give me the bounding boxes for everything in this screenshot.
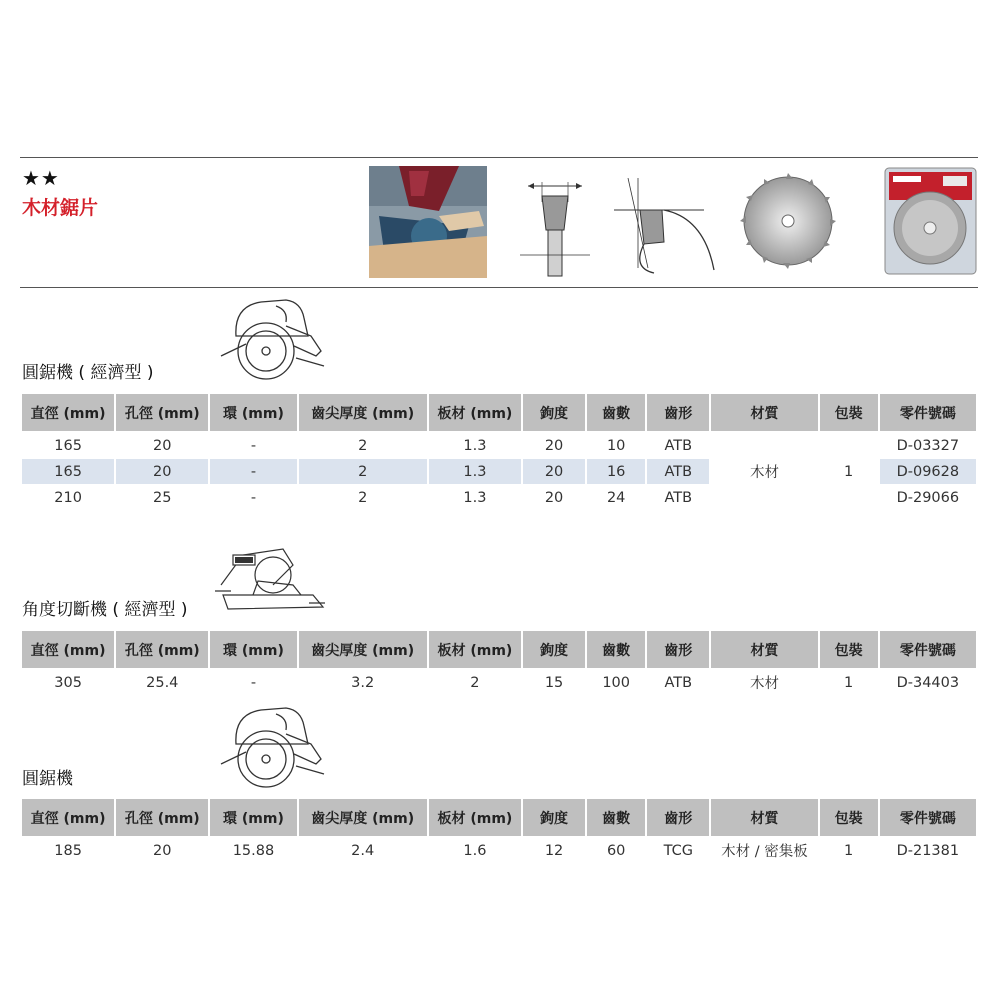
col-kerf: 齒尖厚度 (mm) bbox=[299, 394, 427, 433]
col-diameter: 直徑 (mm) bbox=[22, 799, 114, 838]
cell: ATB bbox=[647, 433, 709, 459]
col-diameter: 直徑 (mm) bbox=[22, 631, 114, 670]
table-row bbox=[22, 670, 976, 696]
col-material: 材質 bbox=[711, 631, 817, 670]
part-number-cell: D-09628 bbox=[880, 459, 976, 485]
package-cell: 1 bbox=[820, 670, 878, 696]
usage-photo bbox=[369, 166, 487, 278]
packaged-blade-image bbox=[883, 166, 978, 276]
package-cell: 1 bbox=[820, 433, 878, 511]
page-title: 木材鋸片 bbox=[22, 197, 99, 219]
material-cell: 木材 bbox=[711, 433, 817, 511]
cell: 20 bbox=[116, 433, 208, 459]
tooth-thickness-diagram bbox=[518, 178, 592, 278]
col-kerf: 齒尖厚度 (mm) bbox=[299, 631, 427, 670]
col-package: 包裝 bbox=[820, 799, 878, 838]
part-number-cell: D-34403 bbox=[880, 670, 976, 696]
cell: 20 bbox=[116, 459, 208, 485]
package-cell: 1 bbox=[820, 838, 878, 864]
cell: 20 bbox=[523, 433, 585, 459]
col-kerf: 齒尖厚度 (mm) bbox=[299, 799, 427, 838]
cell: 1.6 bbox=[429, 838, 521, 864]
cell: 2 bbox=[299, 433, 427, 459]
cell: 2 bbox=[299, 459, 427, 485]
material-cell: 木材 / 密集板 bbox=[711, 838, 817, 864]
cell: 1.3 bbox=[429, 485, 521, 511]
cell: 165 bbox=[22, 459, 114, 485]
cell: 165 bbox=[22, 433, 114, 459]
cell: 100 bbox=[587, 670, 645, 696]
miter-saw-illustration bbox=[213, 545, 328, 613]
saw-blade-image bbox=[738, 166, 838, 276]
cell: 12 bbox=[523, 838, 585, 864]
cell: TCG bbox=[647, 838, 709, 864]
circular-saw-illustration-2 bbox=[216, 704, 326, 790]
part-number-cell: D-03327 bbox=[880, 433, 976, 459]
cell: 305 bbox=[22, 670, 114, 696]
spec-table-circular-saw bbox=[20, 799, 978, 864]
col-bore: 孔徑 (mm) bbox=[116, 799, 208, 838]
table-row bbox=[22, 838, 976, 864]
col-package: 包裝 bbox=[820, 631, 878, 670]
cell: 60 bbox=[587, 838, 645, 864]
cell: 1.3 bbox=[429, 459, 521, 485]
col-bore: 孔徑 (mm) bbox=[116, 631, 208, 670]
col-ring: 環 (mm) bbox=[210, 394, 296, 433]
col-part-number: 零件號碼 bbox=[880, 799, 976, 838]
circular-saw-illustration bbox=[216, 296, 326, 382]
top-divider bbox=[20, 157, 978, 158]
cell: 3.2 bbox=[299, 670, 427, 696]
col-tooth-form: 齒形 bbox=[647, 631, 709, 670]
section-label-circular-saw: 圓鋸機 bbox=[22, 769, 73, 789]
spec-table-miter-saw-economy bbox=[20, 631, 978, 696]
col-plate: 板材 (mm) bbox=[429, 394, 521, 433]
spec-table-circular-saw-economy bbox=[20, 394, 978, 511]
col-bore: 孔徑 (mm) bbox=[116, 394, 208, 433]
col-teeth: 齒數 bbox=[587, 631, 645, 670]
cell: ATB bbox=[647, 670, 709, 696]
cell: - bbox=[210, 433, 296, 459]
cell: - bbox=[210, 670, 296, 696]
table-row bbox=[22, 433, 976, 459]
cell: 16 bbox=[587, 459, 645, 485]
table-header-row bbox=[22, 799, 976, 838]
cell: 2 bbox=[429, 670, 521, 696]
cell: 10 bbox=[587, 433, 645, 459]
header-divider bbox=[20, 287, 978, 288]
col-part-number: 零件號碼 bbox=[880, 631, 976, 670]
section-label-miter-saw-economy: 角度切斷機 ( 經濟型 ) bbox=[22, 600, 188, 620]
part-number-cell: D-29066 bbox=[880, 485, 976, 511]
cell: 20 bbox=[116, 838, 208, 864]
col-plate: 板材 (mm) bbox=[429, 631, 521, 670]
col-material: 材質 bbox=[711, 799, 817, 838]
cell: 20 bbox=[523, 459, 585, 485]
part-number-cell: D-21381 bbox=[880, 838, 976, 864]
cell: 185 bbox=[22, 838, 114, 864]
col-package: 包裝 bbox=[820, 394, 878, 433]
cell: 210 bbox=[22, 485, 114, 511]
col-tooth-form: 齒形 bbox=[647, 799, 709, 838]
cell: ATB bbox=[647, 485, 709, 511]
col-hook: 鉤度 bbox=[523, 394, 585, 433]
table-header-row bbox=[22, 631, 976, 670]
cell: 1.3 bbox=[429, 433, 521, 459]
cell: - bbox=[210, 459, 296, 485]
col-teeth: 齒數 bbox=[587, 394, 645, 433]
col-teeth: 齒數 bbox=[587, 799, 645, 838]
col-ring: 環 (mm) bbox=[210, 799, 296, 838]
cell: 2 bbox=[299, 485, 427, 511]
cell: ATB bbox=[647, 459, 709, 485]
hook-angle-diagram bbox=[614, 178, 718, 278]
col-hook: 鉤度 bbox=[523, 631, 585, 670]
cell: - bbox=[210, 485, 296, 511]
cell: 25.4 bbox=[116, 670, 208, 696]
col-material: 材質 bbox=[711, 394, 817, 433]
col-hook: 鉤度 bbox=[523, 799, 585, 838]
rating-stars: ★★ bbox=[22, 166, 60, 190]
col-plate: 板材 (mm) bbox=[429, 799, 521, 838]
cell: 24 bbox=[587, 485, 645, 511]
col-diameter: 直徑 (mm) bbox=[22, 394, 114, 433]
cell: 15.88 bbox=[210, 838, 296, 864]
cell: 2.4 bbox=[299, 838, 427, 864]
col-part-number: 零件號碼 bbox=[880, 394, 976, 433]
cell: 25 bbox=[116, 485, 208, 511]
material-cell: 木材 bbox=[711, 670, 817, 696]
col-tooth-form: 齒形 bbox=[647, 394, 709, 433]
section-label-circular-saw-economy: 圓鋸機 ( 經濟型 ) bbox=[22, 363, 154, 383]
cell: 15 bbox=[523, 670, 585, 696]
cell: 20 bbox=[523, 485, 585, 511]
table-header-row bbox=[22, 394, 976, 433]
col-ring: 環 (mm) bbox=[210, 631, 296, 670]
